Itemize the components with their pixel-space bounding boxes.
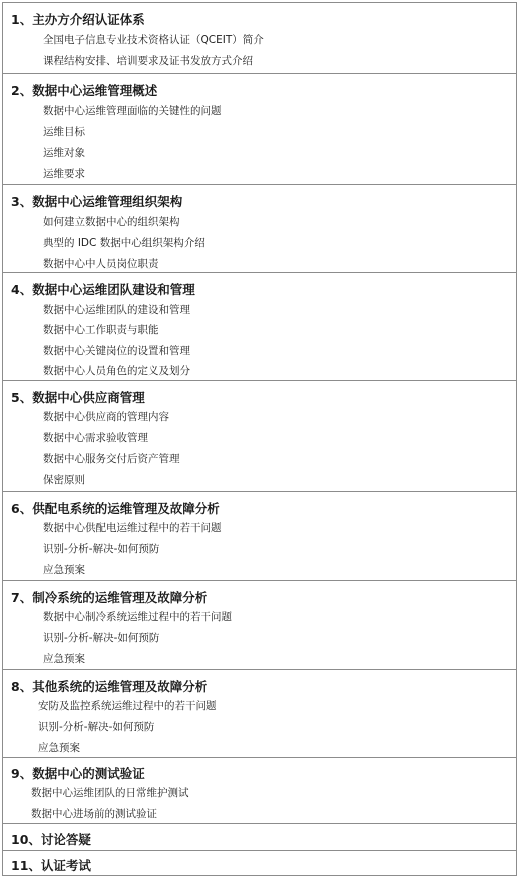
- section-1: [3, 3, 516, 74]
- section-item: 数据中心供应商的管理内容: [43, 411, 169, 423]
- section-4: [3, 273, 516, 381]
- section-6: [3, 492, 516, 581]
- section-item: 运维目标: [43, 126, 85, 138]
- section-item: 识别-分析-解决-如何预防: [38, 721, 155, 733]
- section-title: 4、数据中心运维团队建设和管理: [11, 282, 195, 297]
- section-item: 识别-分析-解决-如何预防: [43, 632, 160, 644]
- section-title: 10、讨论答疑: [11, 832, 91, 847]
- section-item: 数据中心工作职责与职能: [43, 324, 159, 336]
- section-5: [3, 381, 516, 492]
- section-title: 8、其他系统的运维管理及故障分析: [11, 679, 208, 694]
- section-item: 应急预案: [43, 564, 85, 576]
- section-item: 数据中心运维管理面临的关键性的问题: [43, 105, 222, 117]
- section-item: 课程结构安排、培训要求及证书发放方式介绍: [43, 55, 253, 67]
- section-title: 11、认证考试: [11, 858, 91, 873]
- section-item: 如何建立数据中心的组织架构: [43, 216, 180, 228]
- section-item: 数据中心需求验收管理: [43, 432, 148, 444]
- section-7: [3, 581, 516, 670]
- section-item: 数据中心制冷系统运维过程中的若干问题: [43, 611, 232, 623]
- section-item: 应急预案: [43, 653, 85, 665]
- section-item: 全国电子信息专业技术资格认证（QCEIT）简介: [43, 34, 264, 46]
- section-title: 2、数据中心运维管理概述: [11, 83, 158, 98]
- section-11: [3, 851, 516, 875]
- section-item: 数据中心运维团队的日常维护测试: [31, 787, 189, 799]
- section-title: 9、数据中心的测试验证: [11, 766, 145, 781]
- section-item: 运维要求: [43, 168, 85, 180]
- section-item: 数据中心中人员岗位职责: [43, 258, 159, 270]
- course-outline-table: [2, 2, 517, 876]
- section-item: 保密原则: [43, 474, 85, 486]
- section-10: [3, 824, 516, 851]
- section-title: 5、数据中心供应商管理: [11, 390, 145, 405]
- section-item: 识别-分析-解决-如何预防: [43, 543, 160, 555]
- section-item: 应急预案: [38, 742, 80, 754]
- section-9: [3, 758, 516, 824]
- section-item: 数据中心人员角色的定义及划分: [43, 365, 190, 377]
- section-8: [3, 670, 516, 758]
- section-item: 数据中心供配电运维过程中的若干问题: [43, 522, 222, 534]
- section-item: 数据中心进场前的测试验证: [31, 808, 157, 820]
- section-title: 7、制冷系统的运维管理及故障分析: [11, 590, 208, 605]
- section-item: 安防及监控系统运维过程中的若干问题: [38, 700, 217, 712]
- section-title: 1、主办方介绍认证体系: [11, 12, 145, 27]
- section-item: 数据中心关键岗位的设置和管理: [43, 345, 190, 357]
- section-title: 6、供配电系统的运维管理及故障分析: [11, 501, 220, 516]
- section-item: 数据中心服务交付后资产管理: [43, 453, 180, 465]
- section-2: [3, 74, 516, 185]
- section-item: 数据中心运维团队的建设和管理: [43, 304, 190, 316]
- section-item: 典型的 IDC 数据中心组织架构介绍: [43, 237, 205, 249]
- section-3: [3, 185, 516, 273]
- section-item: 运维对象: [43, 147, 85, 159]
- section-title: 3、数据中心运维管理组织架构: [11, 194, 183, 209]
